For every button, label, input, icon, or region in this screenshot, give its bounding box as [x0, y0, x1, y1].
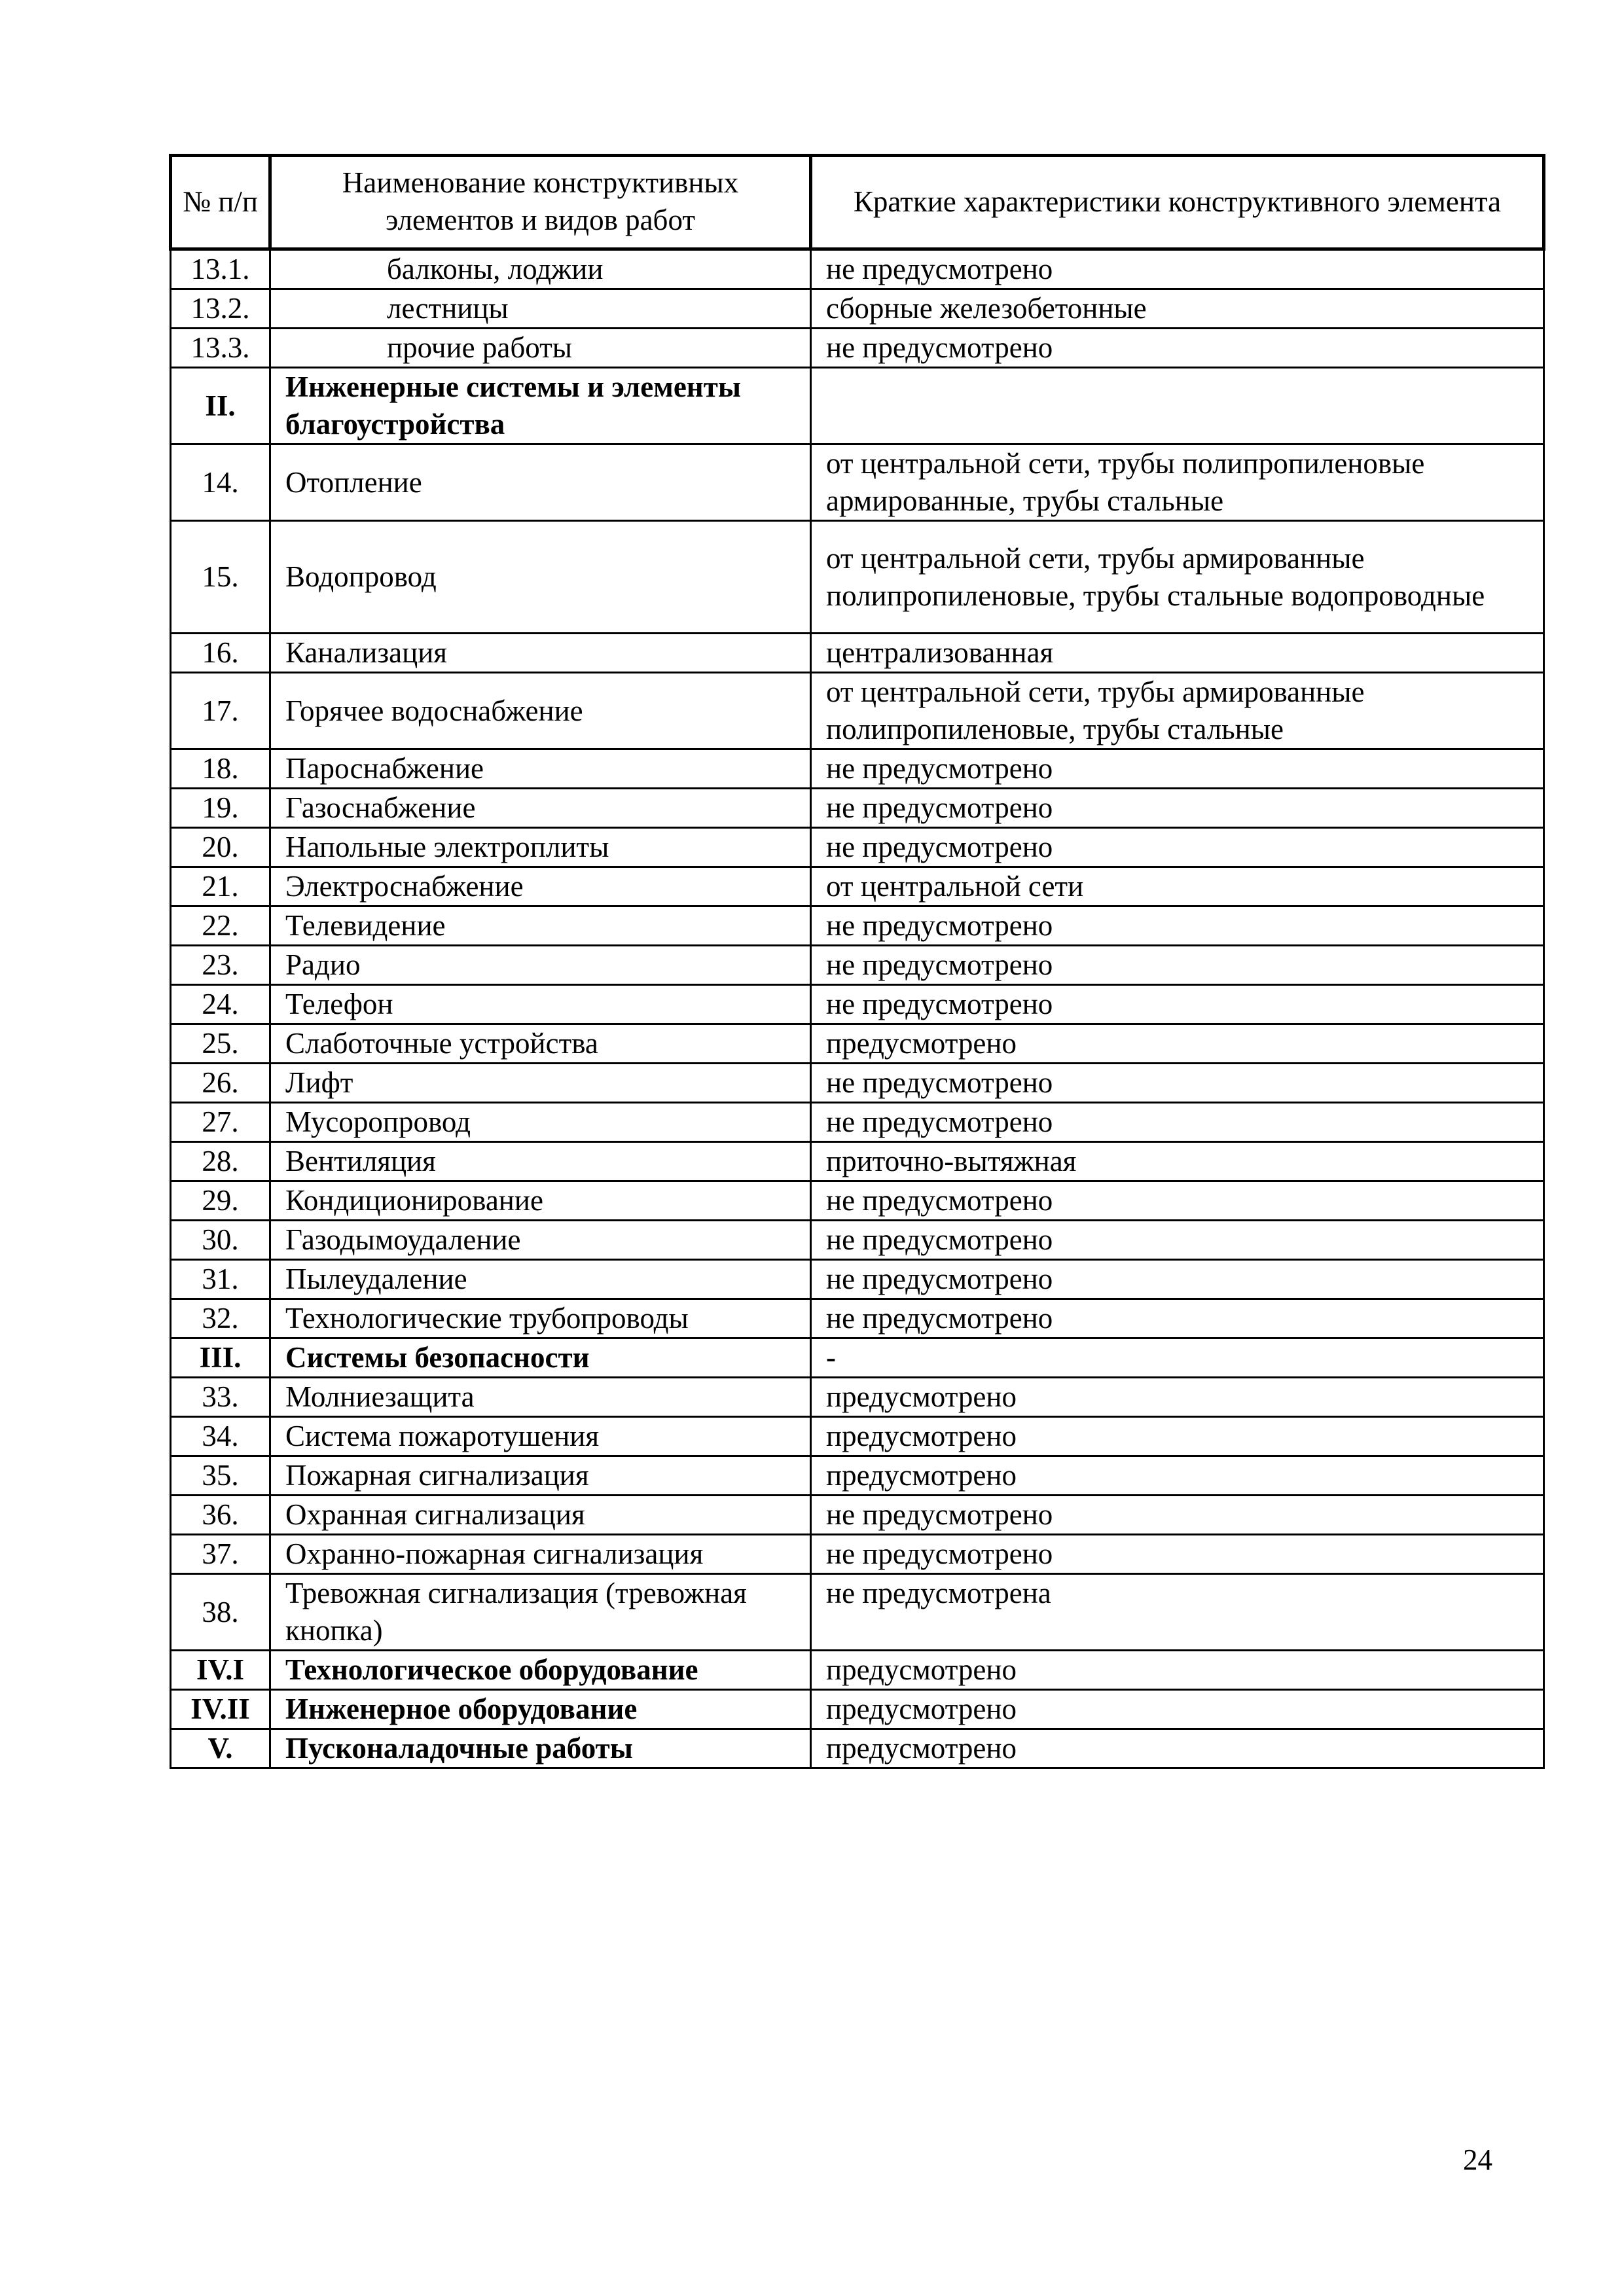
row-description: не предусмотрено — [811, 1064, 1544, 1103]
row-description: не предусмотрена — [811, 1574, 1544, 1651]
table-row — [171, 906, 1544, 946]
table-row — [171, 1651, 1544, 1690]
row-number: 32. — [171, 1299, 270, 1338]
row-number: 13.2. — [171, 289, 270, 329]
row-description: централизованная — [811, 634, 1544, 673]
row-number: 13.3. — [171, 329, 270, 368]
table-row — [171, 946, 1544, 985]
table-row — [171, 1729, 1544, 1768]
table-row — [171, 1260, 1544, 1299]
row-number: 34. — [171, 1417, 270, 1456]
row-name: Тревожная сигнализация (тревожная кнопка) — [270, 1574, 811, 1651]
header-row — [171, 156, 1544, 249]
row-description: не предусмотрено — [811, 1181, 1544, 1221]
row-number: 31. — [171, 1260, 270, 1299]
row-description: не предусмотрено — [811, 1103, 1544, 1142]
row-name: Горячее водоснабжение — [270, 673, 811, 749]
row-description: предусмотрено — [811, 1651, 1544, 1690]
row-number: 17. — [171, 673, 270, 749]
row-description: не предусмотрено — [811, 985, 1544, 1024]
table-row — [171, 289, 1544, 329]
row-description: не предусмотрено — [811, 1535, 1544, 1574]
row-description: не предусмотрено — [811, 329, 1544, 368]
row-number: 24. — [171, 985, 270, 1024]
row-number: 16. — [171, 634, 270, 673]
row-number: 23. — [171, 946, 270, 985]
row-description: не предусмотрено — [811, 249, 1544, 289]
row-number: 36. — [171, 1496, 270, 1535]
row-name: Электроснабжение — [270, 867, 811, 906]
row-description: не предусмотрено — [811, 946, 1544, 985]
row-description: от центральной сети, трубы полипропиленовые армированные, трубы стальные — [811, 444, 1544, 521]
row-description: не предусмотрено — [811, 1299, 1544, 1338]
row-number: 37. — [171, 1535, 270, 1574]
row-number: IV.II — [171, 1690, 270, 1729]
row-name: лестницы — [270, 289, 811, 329]
table-row — [171, 1024, 1544, 1064]
row-number: 26. — [171, 1064, 270, 1103]
table-row — [171, 828, 1544, 867]
table-row — [171, 249, 1544, 289]
row-name: Пылеудаление — [270, 1260, 811, 1299]
row-description: предусмотрено — [811, 1378, 1544, 1417]
table-row — [171, 1496, 1544, 1535]
row-number: 18. — [171, 749, 270, 789]
row-number: 20. — [171, 828, 270, 867]
table-header — [171, 156, 1544, 249]
row-number: 30. — [171, 1221, 270, 1260]
row-description: предусмотрено — [811, 1417, 1544, 1456]
table-row — [171, 985, 1544, 1024]
row-number: 19. — [171, 789, 270, 828]
row-name: Канализация — [270, 634, 811, 673]
row-description: от центральной сети — [811, 867, 1544, 906]
row-description: не предусмотрено — [811, 749, 1544, 789]
table-row — [171, 329, 1544, 368]
row-description: от центральной сети, трубы армированные полипропиленовые, трубы стальные — [811, 673, 1544, 749]
row-number: 22. — [171, 906, 270, 946]
table-row — [171, 789, 1544, 828]
row-name: Радио — [270, 946, 811, 985]
row-number: 25. — [171, 1024, 270, 1064]
row-number: 14. — [171, 444, 270, 521]
table-row — [171, 673, 1544, 749]
specification-table — [169, 154, 1545, 1769]
table-row — [171, 1142, 1544, 1181]
row-name: Пожарная сигнализация — [270, 1456, 811, 1496]
row-description: не предусмотрено — [811, 1221, 1544, 1260]
row-name: Телевидение — [270, 906, 811, 946]
header-num: № п/п — [171, 156, 270, 249]
row-number: 29. — [171, 1181, 270, 1221]
table-row — [171, 634, 1544, 673]
row-number: 27. — [171, 1103, 270, 1142]
row-name: Инженерное оборудование — [270, 1690, 811, 1729]
row-name: прочие работы — [270, 329, 811, 368]
row-name: Мусоропровод — [270, 1103, 811, 1142]
row-description: не предусмотрено — [811, 1496, 1544, 1535]
table-row — [171, 1338, 1544, 1378]
row-name: Отопление — [270, 444, 811, 521]
table-row — [171, 444, 1544, 521]
row-description: не предусмотрено — [811, 906, 1544, 946]
header-name: Наименование конструктивных элементов и видов работ — [270, 156, 811, 249]
row-name: Газоснабжение — [270, 789, 811, 828]
row-number: 33. — [171, 1378, 270, 1417]
row-name: Пароснабжение — [270, 749, 811, 789]
row-number: III. — [171, 1338, 270, 1378]
row-number: 35. — [171, 1456, 270, 1496]
row-description: сборные железобетонные — [811, 289, 1544, 329]
table-row — [171, 1574, 1544, 1651]
table-row — [171, 1378, 1544, 1417]
row-number: V. — [171, 1729, 270, 1768]
row-name: Вентиляция — [270, 1142, 811, 1181]
table-body — [171, 249, 1544, 1768]
row-number: II. — [171, 368, 270, 444]
row-name: Пусконаладочные работы — [270, 1729, 811, 1768]
row-number: 28. — [171, 1142, 270, 1181]
row-name: Инженерные системы и элементы благоустройства — [270, 368, 811, 444]
row-name: Слаботочные устройства — [270, 1024, 811, 1064]
row-description: приточно-вытяжная — [811, 1142, 1544, 1181]
row-description: от центральной сети, трубы армированные полипропиленовые, трубы стальные водопроводные — [811, 521, 1544, 634]
table-row — [171, 1181, 1544, 1221]
table-row — [171, 368, 1544, 444]
table-row — [171, 1417, 1544, 1456]
row-name: Лифт — [270, 1064, 811, 1103]
row-description: не предусмотрено — [811, 828, 1544, 867]
row-description — [811, 368, 1544, 444]
row-description: предусмотрено — [811, 1456, 1544, 1496]
row-description: предусмотрено — [811, 1024, 1544, 1064]
table-row — [171, 867, 1544, 906]
table-row — [171, 1690, 1544, 1729]
table-row — [171, 1064, 1544, 1103]
row-number: 15. — [171, 521, 270, 634]
page-number: 24 — [1463, 2144, 1492, 2176]
table-row — [171, 1456, 1544, 1496]
row-name: Охранно-пожарная сигнализация — [270, 1535, 811, 1574]
row-name: Технологическое оборудование — [270, 1651, 811, 1690]
table-row — [171, 1535, 1544, 1574]
table-row — [171, 749, 1544, 789]
row-name: Охранная сигнализация — [270, 1496, 811, 1535]
row-name: Технологические трубопроводы — [270, 1299, 811, 1338]
row-description: предусмотрено — [811, 1729, 1544, 1768]
row-number: 13.1. — [171, 249, 270, 289]
row-name: Газодымоудаление — [270, 1221, 811, 1260]
row-name: Молниезащита — [270, 1378, 811, 1417]
row-description: не предусмотрено — [811, 1260, 1544, 1299]
row-number: 21. — [171, 867, 270, 906]
row-name: Водопровод — [270, 521, 811, 634]
row-name: Система пожаротушения — [270, 1417, 811, 1456]
row-number: 38. — [171, 1574, 270, 1651]
row-description: предусмотрено — [811, 1690, 1544, 1729]
table-row — [171, 1221, 1544, 1260]
header-desc: Краткие характеристики конструктивного элемента — [811, 156, 1544, 249]
row-name: Системы безопасности — [270, 1338, 811, 1378]
table-row — [171, 1299, 1544, 1338]
row-number: IV.I — [171, 1651, 270, 1690]
row-description: - — [811, 1338, 1544, 1378]
row-name: Кондиционирование — [270, 1181, 811, 1221]
table-row — [171, 1103, 1544, 1142]
row-description: не предусмотрено — [811, 789, 1544, 828]
row-name: балконы, лоджии — [270, 249, 811, 289]
row-name: Телефон — [270, 985, 811, 1024]
table-row — [171, 521, 1544, 634]
row-name: Напольные электроплиты — [270, 828, 811, 867]
